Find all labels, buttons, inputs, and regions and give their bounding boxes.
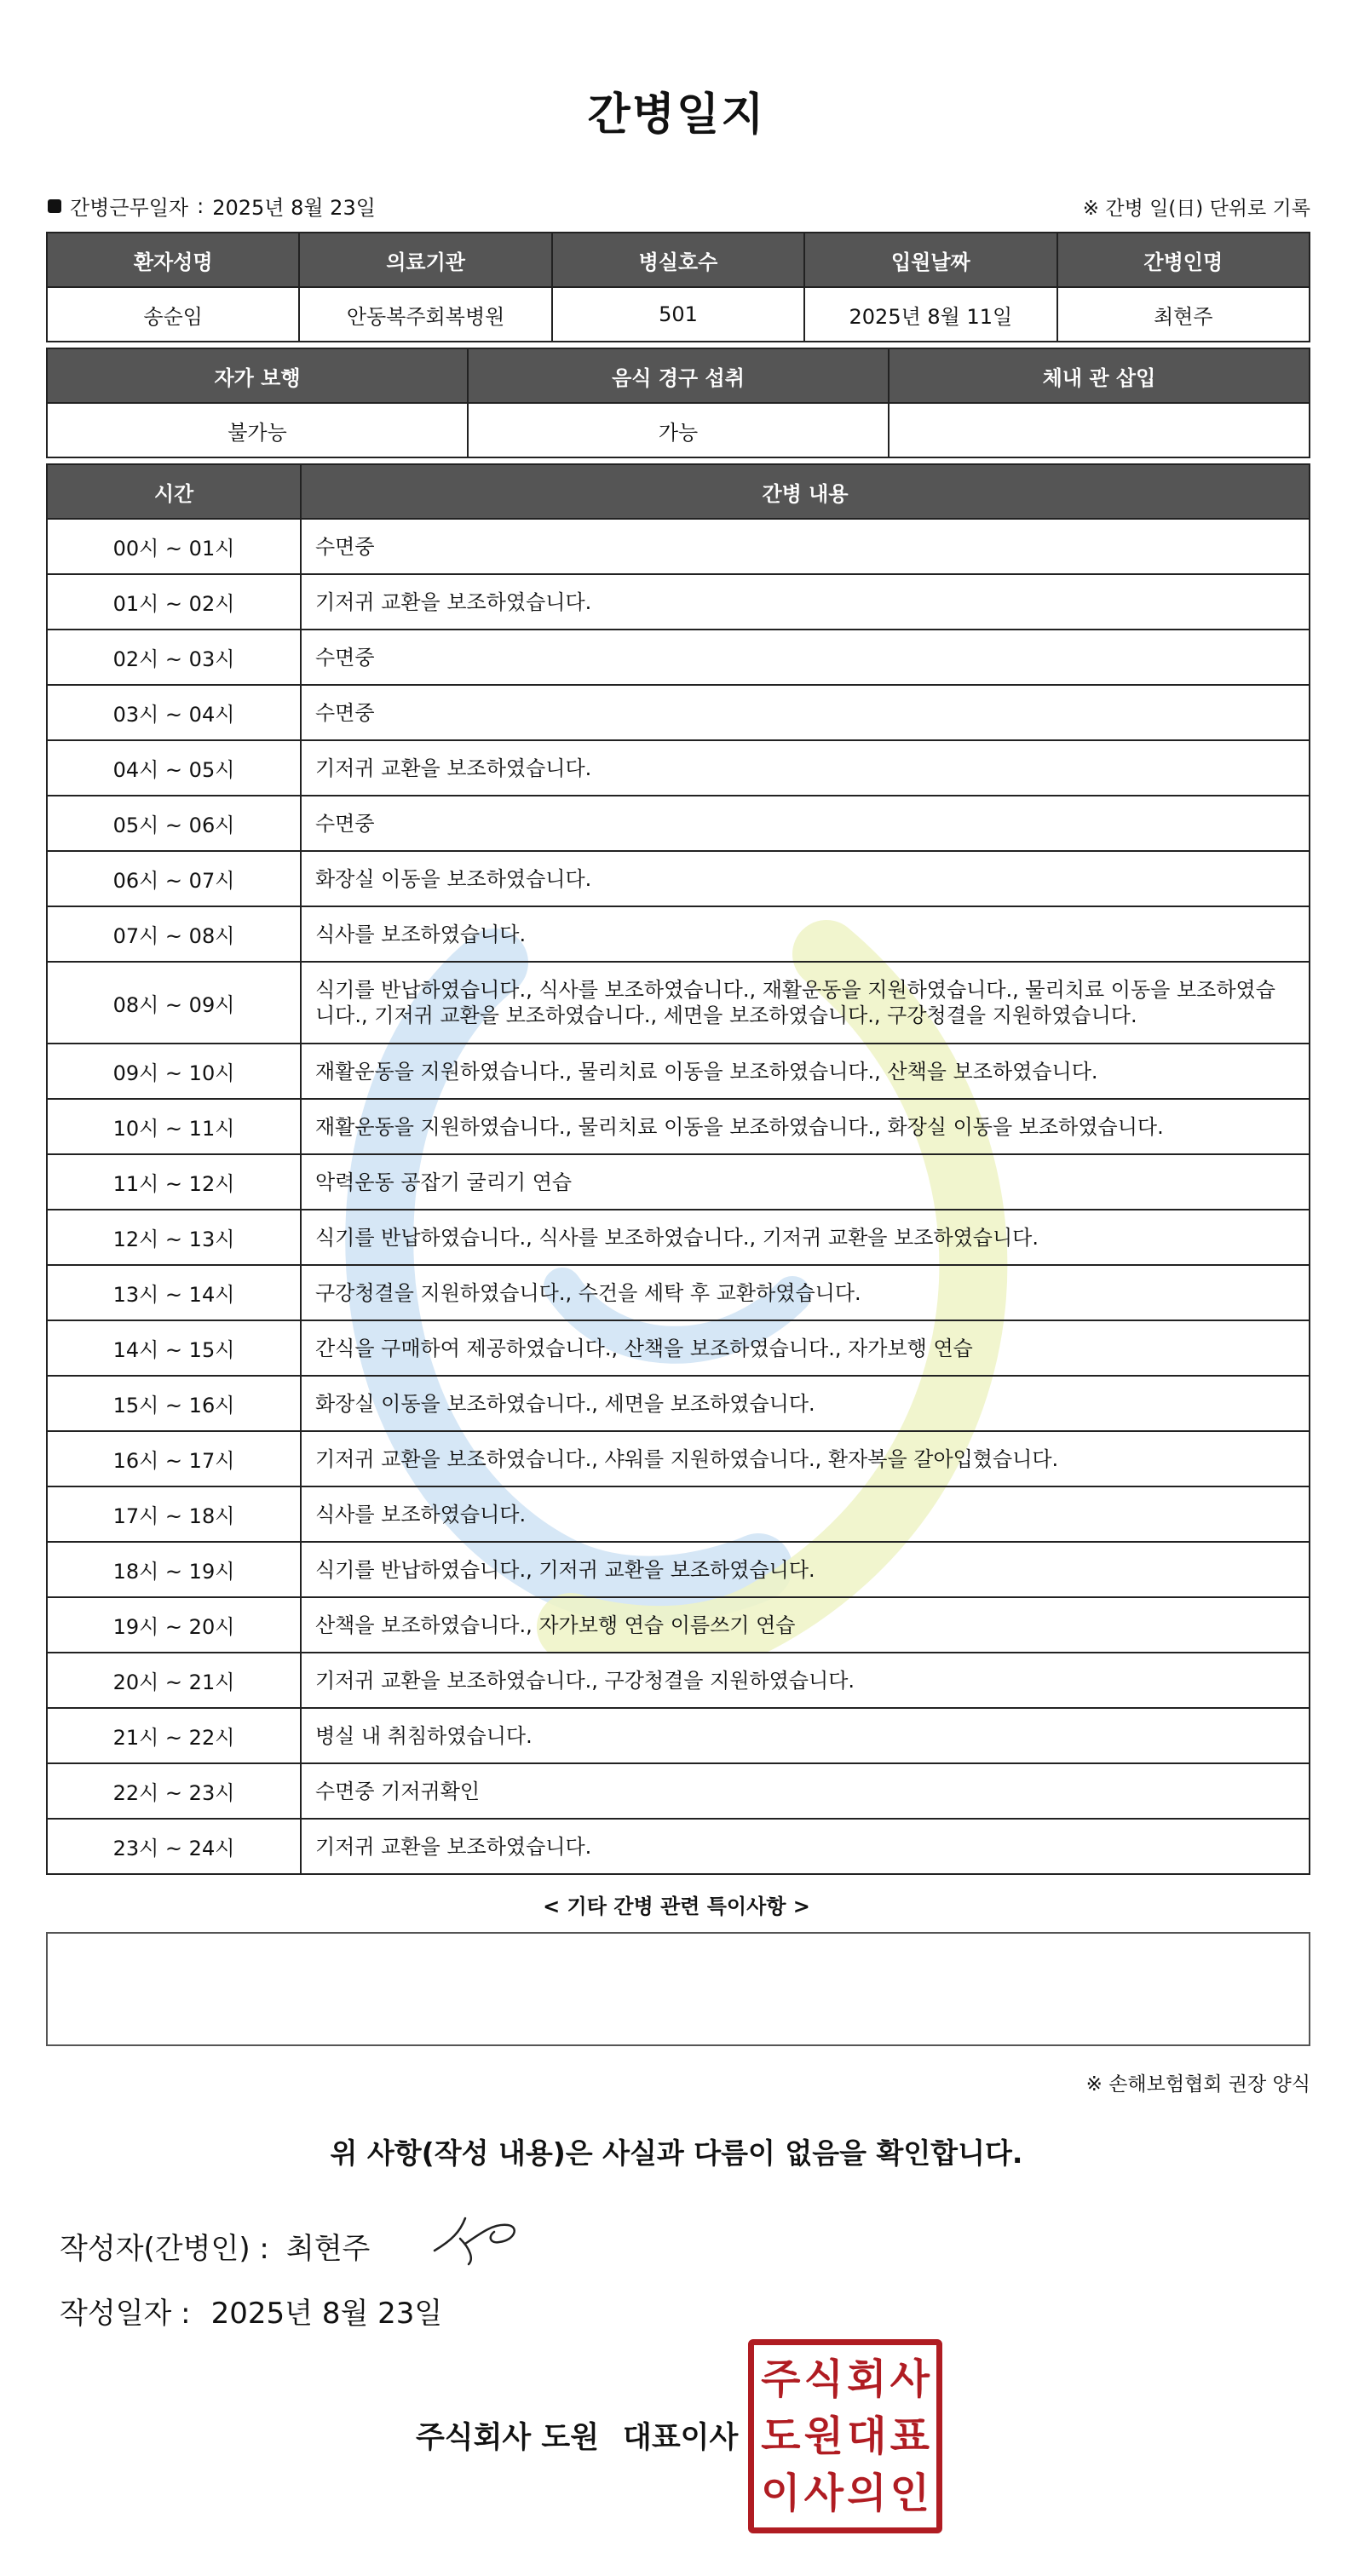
handwritten-signature <box>426 2206 528 2268</box>
content-cell: 식기를 반납하였습니다., 기저귀 교환을 보조하였습니다. <box>301 1542 1310 1597</box>
header-hospital: 의료기관 <box>299 233 551 287</box>
writer-name: 최현주 <box>285 2232 371 2266</box>
content-cell: 수면중 <box>301 685 1310 740</box>
header-care-content: 간병 내용 <box>301 464 1310 519</box>
time-cell: 08시 ~ 09시 <box>47 962 301 1044</box>
content-cell: 수면중 <box>301 630 1310 685</box>
time-cell: 05시 ~ 06시 <box>47 796 301 851</box>
square-bullet-icon <box>48 199 61 213</box>
time-cell: 00시 ~ 01시 <box>47 519 301 574</box>
table-row <box>47 685 1310 740</box>
patient-value-row <box>47 287 1310 342</box>
time-cell: 02시 ~ 03시 <box>47 630 301 685</box>
patient-status-table <box>46 348 1310 458</box>
time-cell: 01시 ~ 02시 <box>47 574 301 630</box>
time-cell: 04시 ~ 05시 <box>47 740 301 796</box>
time-cell: 11시 ~ 12시 <box>47 1154 301 1210</box>
table-row <box>47 1044 1310 1099</box>
patient-header-row <box>47 233 1310 287</box>
patient-info-table <box>46 232 1310 342</box>
time-cell: 07시 ~ 08시 <box>47 906 301 962</box>
write-date-line <box>60 2290 442 2332</box>
content-cell: 화장실 이동을 보조하였습니다., 세면을 보조하였습니다. <box>301 1376 1310 1431</box>
write-date-value: 2025년 8월 23일 <box>210 2297 443 2331</box>
content-cell: 악력운동 공잡기 굴리기 연습 <box>301 1154 1310 1210</box>
work-date-label: 간병근무일자 <box>70 196 189 220</box>
header-oral-intake: 음식 경구 섭취 <box>468 348 889 403</box>
header-room: 병실호수 <box>552 233 804 287</box>
time-cell: 17시 ~ 18시 <box>47 1486 301 1542</box>
content-cell: 수면중 기저귀확인 <box>301 1763 1310 1819</box>
special-notes-box <box>46 1932 1310 2046</box>
content-cell: 기저귀 교환을 보조하였습니다. <box>301 740 1310 796</box>
header-time: 시간 <box>47 464 301 519</box>
content-cell: 수면중 <box>301 519 1310 574</box>
table-row <box>47 1265 1310 1320</box>
content-cell: 구강청결을 지원하였습니다., 수건을 세탁 후 교환하였습니다. <box>301 1265 1310 1320</box>
content-cell: 재활운동을 지원하였습니다., 물리치료 이동을 보조하였습니다., 산책을 보조하였습니다. <box>301 1044 1310 1099</box>
header-self-walking: 자가 보행 <box>47 348 468 403</box>
care-log-table <box>46 463 1310 1875</box>
content-cell: 기저귀 교환을 보조하였습니다., 샤워를 지원하였습니다., 환자복을 갈아입혔습니다. <box>301 1431 1310 1486</box>
content-cell: 식사를 보조하였습니다. <box>301 1486 1310 1542</box>
table-row <box>47 574 1310 630</box>
status-value-row <box>47 403 1310 457</box>
header-caregiver-name: 간병인명 <box>1057 233 1310 287</box>
patient-name: 송순임 <box>47 287 299 342</box>
content-cell: 기저귀 교환을 보조하였습니다. <box>301 574 1310 630</box>
write-date-label: 작성일자 : <box>60 2297 191 2331</box>
time-cell: 14시 ~ 15시 <box>47 1320 301 1376</box>
time-cell: 16시 ~ 17시 <box>47 1431 301 1486</box>
time-cell: 20시 ~ 21시 <box>47 1653 301 1708</box>
confirmation-statement: 위 사항(작성 내용)은 사실과 다름이 없음을 확인합니다. <box>330 2136 1023 2170</box>
time-cell: 18시 ~ 19시 <box>47 1542 301 1597</box>
time-cell: 19시 ~ 20시 <box>47 1597 301 1653</box>
header-tube-insertion: 체내 관 삽입 <box>889 348 1310 403</box>
content-cell: 화장실 이동을 보조하였습니다. <box>301 851 1310 906</box>
content-cell: 식기를 반납하였습니다., 식사를 보조하였습니다., 기저귀 교환을 보조하였습니다. <box>301 1210 1310 1265</box>
table-row <box>47 851 1310 906</box>
company-name: 주식회사 도원 <box>416 2421 600 2455</box>
time-cell: 23시 ~ 24시 <box>47 1819 301 1874</box>
oral-intake-value: 가능 <box>468 403 889 457</box>
company-signature-line <box>416 2414 738 2457</box>
table-row <box>47 1486 1310 1542</box>
header-patient-name: 환자성명 <box>47 233 299 287</box>
work-date <box>48 191 376 221</box>
time-cell: 10시 ~ 11시 <box>47 1099 301 1154</box>
content-cell: 수면중 <box>301 796 1310 851</box>
self-walking-value: 불가능 <box>47 403 468 457</box>
special-notes-title: < 기타 간병 관련 특이사항 > <box>543 1895 810 1918</box>
table-row <box>47 740 1310 796</box>
content-cell: 간식을 구매하여 제공하였습니다., 산책을 보조하였습니다., 자가보행 연습 <box>301 1320 1310 1376</box>
table-row <box>47 1099 1310 1154</box>
content-cell: 식기를 반납하였습니다., 식사를 보조하였습니다., 재활운동을 지원하였습니다., 물리치료 이동을 보조하였습니다., 기저귀 교환을 보조하였습니다., 세면을 보조하였습니다., 구강청결을 지원하였습니다. <box>301 962 1310 1044</box>
content-cell: 병실 내 취침하였습니다. <box>301 1708 1310 1763</box>
time-cell: 12시 ~ 13시 <box>47 1210 301 1265</box>
log-header-row <box>47 464 1310 519</box>
table-row <box>47 1154 1310 1210</box>
table-row <box>47 519 1310 574</box>
recommended-form-note: ※ 손해보험협회 권장 양식 <box>1085 2073 1310 2096</box>
work-date-value: 2025년 8월 23일 <box>212 196 376 220</box>
table-row <box>47 1542 1310 1597</box>
time-cell: 15시 ~ 16시 <box>47 1376 301 1431</box>
writer-label: 작성자(간병인) : <box>60 2232 269 2266</box>
table-row <box>47 796 1310 851</box>
table-row <box>47 1320 1310 1376</box>
hospital-name: 안동복주회복병원 <box>299 287 551 342</box>
company-role: 대표이사 <box>623 2421 739 2455</box>
time-cell: 13시 ~ 14시 <box>47 1265 301 1320</box>
table-row <box>47 1819 1310 1874</box>
time-cell: 22시 ~ 23시 <box>47 1763 301 1819</box>
table-row <box>47 962 1310 1044</box>
table-row <box>47 1597 1310 1653</box>
room-number: 501 <box>552 287 804 342</box>
content-cell: 재활운동을 지원하였습니다., 물리치료 이동을 보조하였습니다., 화장실 이동을 보조하였습니다. <box>301 1099 1310 1154</box>
time-cell: 06시 ~ 07시 <box>47 851 301 906</box>
time-cell: 09시 ~ 10시 <box>47 1044 301 1099</box>
table-row <box>47 630 1310 685</box>
company-seal-stamp: 주 식 회 사 도 원 대 표 이 사 의 인 <box>748 2339 942 2533</box>
table-row <box>47 1210 1310 1265</box>
work-date-separator: : <box>197 193 204 218</box>
table-row <box>47 1431 1310 1486</box>
document-title: 간병일지 <box>587 89 766 141</box>
daily-record-note: ※ 간병 일(日) 단위로 기록 <box>1082 198 1310 220</box>
content-cell: 산책을 보조하였습니다., 자가보행 연습 이름쓰기 연습 <box>301 1597 1310 1653</box>
content-cell: 기저귀 교환을 보조하였습니다., 구강청결을 지원하였습니다. <box>301 1653 1310 1708</box>
status-header-row <box>47 348 1310 403</box>
table-row <box>47 1376 1310 1431</box>
admission-date: 2025년 8월 11일 <box>804 287 1056 342</box>
table-row <box>47 1653 1310 1708</box>
content-cell: 기저귀 교환을 보조하였습니다. <box>301 1819 1310 1874</box>
header-admission-date: 입원날짜 <box>804 233 1056 287</box>
table-row <box>47 1708 1310 1763</box>
table-row <box>47 1763 1310 1819</box>
writer-line <box>60 2225 370 2267</box>
tube-insertion-value <box>889 403 1310 457</box>
time-cell: 21시 ~ 22시 <box>47 1708 301 1763</box>
time-cell: 03시 ~ 04시 <box>47 685 301 740</box>
caregiver-name: 최현주 <box>1057 287 1310 342</box>
table-row <box>47 906 1310 962</box>
content-cell: 식사를 보조하였습니다. <box>301 906 1310 962</box>
